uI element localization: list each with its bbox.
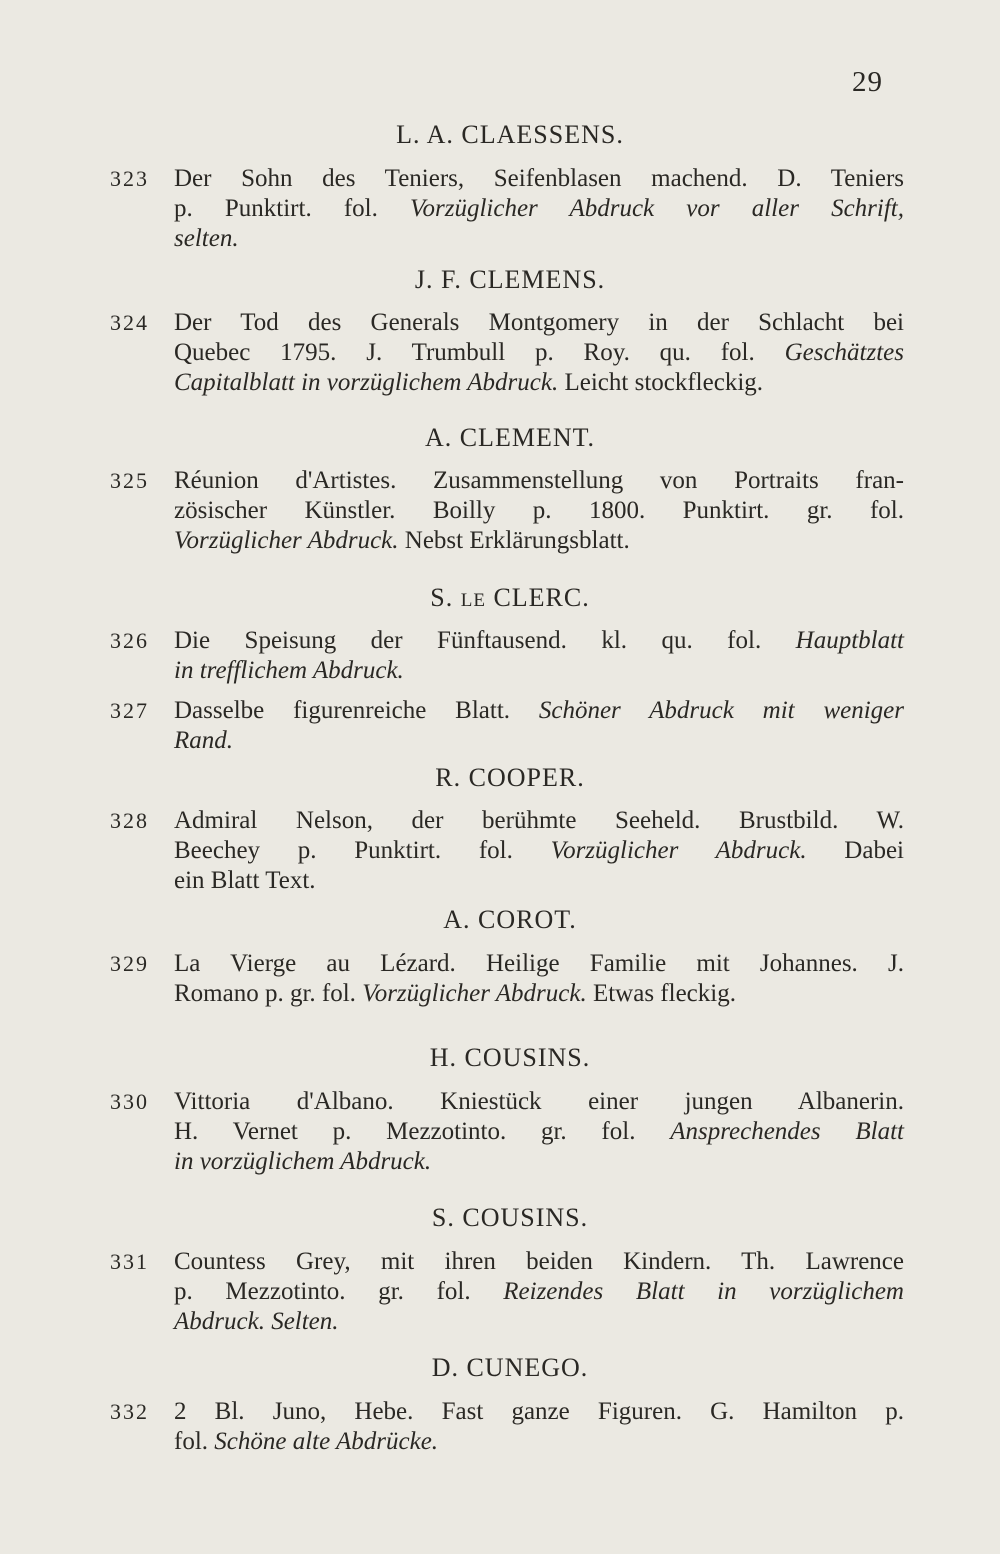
entry-note-italic: Vorzüglicher Abdruck. bbox=[550, 837, 807, 864]
entry-text: Réunion d'Artistes. Zusammenstellung von Portraits fran- bbox=[174, 467, 904, 494]
entry-line bbox=[174, 224, 904, 254]
artist-heading: D. CUNEGO. bbox=[431, 1353, 589, 1382]
entry-text: Countess Grey, mit ihren beiden Kindern. Th. Lawrence bbox=[174, 1248, 904, 1275]
artist-heading: A. COROT. bbox=[443, 905, 577, 934]
artist-heading: J. F. CLEMENS. bbox=[414, 265, 606, 294]
entry-line bbox=[174, 696, 904, 726]
entry-line bbox=[174, 1147, 904, 1177]
entry-text: Der Tod des Generals Montgomery in der Schlacht bei bbox=[174, 309, 904, 336]
entry-text: Die Speisung der Fünftausend. kl. qu. fol. bbox=[174, 627, 796, 654]
entry-text: 2 Bl. Juno, Hebe. Fast ganze Figuren. G. Hamilton p. bbox=[174, 1398, 904, 1425]
entry-line bbox=[174, 726, 904, 756]
catalogue-entry bbox=[110, 1087, 910, 1177]
entry-line bbox=[174, 496, 904, 526]
entry-line bbox=[174, 368, 904, 398]
entry-line bbox=[174, 949, 904, 979]
entry-number: 325 bbox=[110, 468, 149, 493]
entry-text: Dabei bbox=[806, 837, 904, 864]
entry-text: Admiral Nelson, der berühmte Seeheld. Brustbild. W. bbox=[174, 807, 904, 834]
entry-note-italic: Schöne alte Abdrücke. bbox=[214, 1428, 439, 1455]
entry-text: Etwas fleckig. bbox=[586, 980, 736, 1007]
catalogue-entry bbox=[110, 806, 910, 896]
entry-line bbox=[174, 164, 904, 194]
entry-text: H. Vernet p. Mezzotinto. gr. fol. bbox=[174, 1118, 671, 1145]
entry-text: Dasselbe figurenreiche Blatt. bbox=[174, 697, 539, 724]
entry-text: Leicht stockfleckig. bbox=[558, 369, 764, 396]
artist-heading: R. COOPER. bbox=[435, 763, 585, 792]
entry-note-italic: Capitalblatt in vorzüglichem Abdruck. bbox=[174, 369, 559, 396]
entry-note-italic: selten. bbox=[174, 225, 239, 252]
entry-note-italic: Abdruck. Selten. bbox=[174, 1308, 339, 1335]
entry-line bbox=[174, 806, 904, 836]
page-number: 29 bbox=[852, 66, 883, 98]
entry-note-italic: Reizendes Blatt in vorzüglichem bbox=[503, 1278, 904, 1305]
entry-text: ein Blatt Text. bbox=[174, 867, 316, 894]
entry-text: Beechey p. Punktirt. fol. bbox=[174, 837, 551, 864]
entry-number: 332 bbox=[110, 1399, 149, 1424]
entry-text: Romano p. gr. fol. bbox=[174, 980, 363, 1007]
catalogue-entry bbox=[110, 949, 910, 1009]
entry-line bbox=[174, 308, 904, 338]
entry-text: Nebst Erklärungsblatt. bbox=[398, 527, 630, 554]
entry-line bbox=[174, 526, 904, 556]
entry-note-italic: Schöner Abdruck mit weniger bbox=[538, 697, 905, 724]
entry-text: Quebec 1795. J. Trumbull p. Roy. qu. fol. bbox=[174, 339, 785, 366]
entry-text: Vittoria d'Albano. Kniestück einer jungen Albanerin. bbox=[174, 1088, 904, 1115]
artist-heading-part: S. bbox=[430, 583, 461, 612]
catalogue-entry bbox=[110, 1247, 910, 1337]
entry-line bbox=[174, 1117, 904, 1147]
entry-line bbox=[174, 836, 904, 866]
entry-line bbox=[174, 656, 904, 686]
entry-text: p. Mezzotinto. gr. fol. bbox=[174, 1278, 504, 1305]
entry-line bbox=[174, 466, 904, 496]
entry-note-italic: Ansprechendes Blatt bbox=[670, 1118, 904, 1145]
entry-note-italic: Geschätztes bbox=[784, 339, 904, 366]
catalogue-entry bbox=[110, 1397, 910, 1457]
entry-line bbox=[174, 338, 904, 368]
entry-line bbox=[174, 1247, 904, 1277]
catalogue-entry bbox=[110, 164, 910, 254]
artist-heading: A. CLEMENT. bbox=[424, 423, 596, 452]
entry-line bbox=[174, 1307, 904, 1337]
catalogue-entry bbox=[110, 696, 910, 756]
entry-line bbox=[174, 1087, 904, 1117]
entry-note-italic: in vorzüglichem Abdruck. bbox=[174, 1148, 432, 1175]
artist-heading-part: CLERC. bbox=[485, 583, 590, 612]
entry-text: fol. bbox=[174, 1428, 215, 1455]
entry-number: 328 bbox=[110, 808, 149, 833]
entry-text: Der Sohn des Teniers, Seifenblasen machend. D. Teniers bbox=[174, 165, 904, 192]
entry-number: 326 bbox=[110, 628, 149, 653]
artist-heading: S. COUSINS. bbox=[431, 1203, 589, 1232]
entry-text: p. Punktirt. fol. bbox=[174, 195, 410, 222]
entry-note-italic: Vorzüglicher Abdruck vor aller Schrift, bbox=[410, 195, 905, 222]
catalogue-entry bbox=[110, 466, 910, 556]
catalogue-entry bbox=[110, 626, 910, 686]
artist-heading-part: LE bbox=[460, 590, 486, 611]
entry-note-italic: Vorzüglicher Abdruck. bbox=[174, 527, 399, 554]
entry-line bbox=[174, 979, 904, 1009]
artist-heading bbox=[120, 583, 900, 616]
entry-number: 323 bbox=[110, 166, 149, 191]
entry-line bbox=[174, 866, 904, 896]
entry-number: 324 bbox=[110, 310, 149, 335]
entry-note-italic: in trefflichem Abdruck. bbox=[174, 657, 404, 684]
entry-line bbox=[174, 194, 904, 224]
entry-line bbox=[174, 626, 904, 656]
entry-note-italic: Hauptblatt bbox=[795, 627, 904, 654]
entry-number: 329 bbox=[110, 951, 149, 976]
entry-line bbox=[174, 1427, 904, 1457]
entry-text: zösischer Künstler. Boilly p. 1800. Punktirt. gr. fol. bbox=[174, 497, 904, 524]
artist-heading: H. COUSINS. bbox=[429, 1043, 591, 1072]
catalogue-entry bbox=[110, 308, 910, 398]
entry-line bbox=[174, 1277, 904, 1307]
entry-note-italic: Rand. bbox=[174, 727, 234, 754]
entry-number: 330 bbox=[110, 1089, 149, 1114]
entry-number: 331 bbox=[110, 1249, 149, 1274]
entry-number: 327 bbox=[110, 698, 149, 723]
entry-text: La Vierge au Lézard. Heilige Familie mit Johannes. J. bbox=[174, 950, 904, 977]
entry-line bbox=[174, 1397, 904, 1427]
artist-heading: L. A. CLAESSENS. bbox=[396, 120, 624, 149]
entry-note-italic: Vorzüglicher Abdruck. bbox=[362, 980, 587, 1007]
